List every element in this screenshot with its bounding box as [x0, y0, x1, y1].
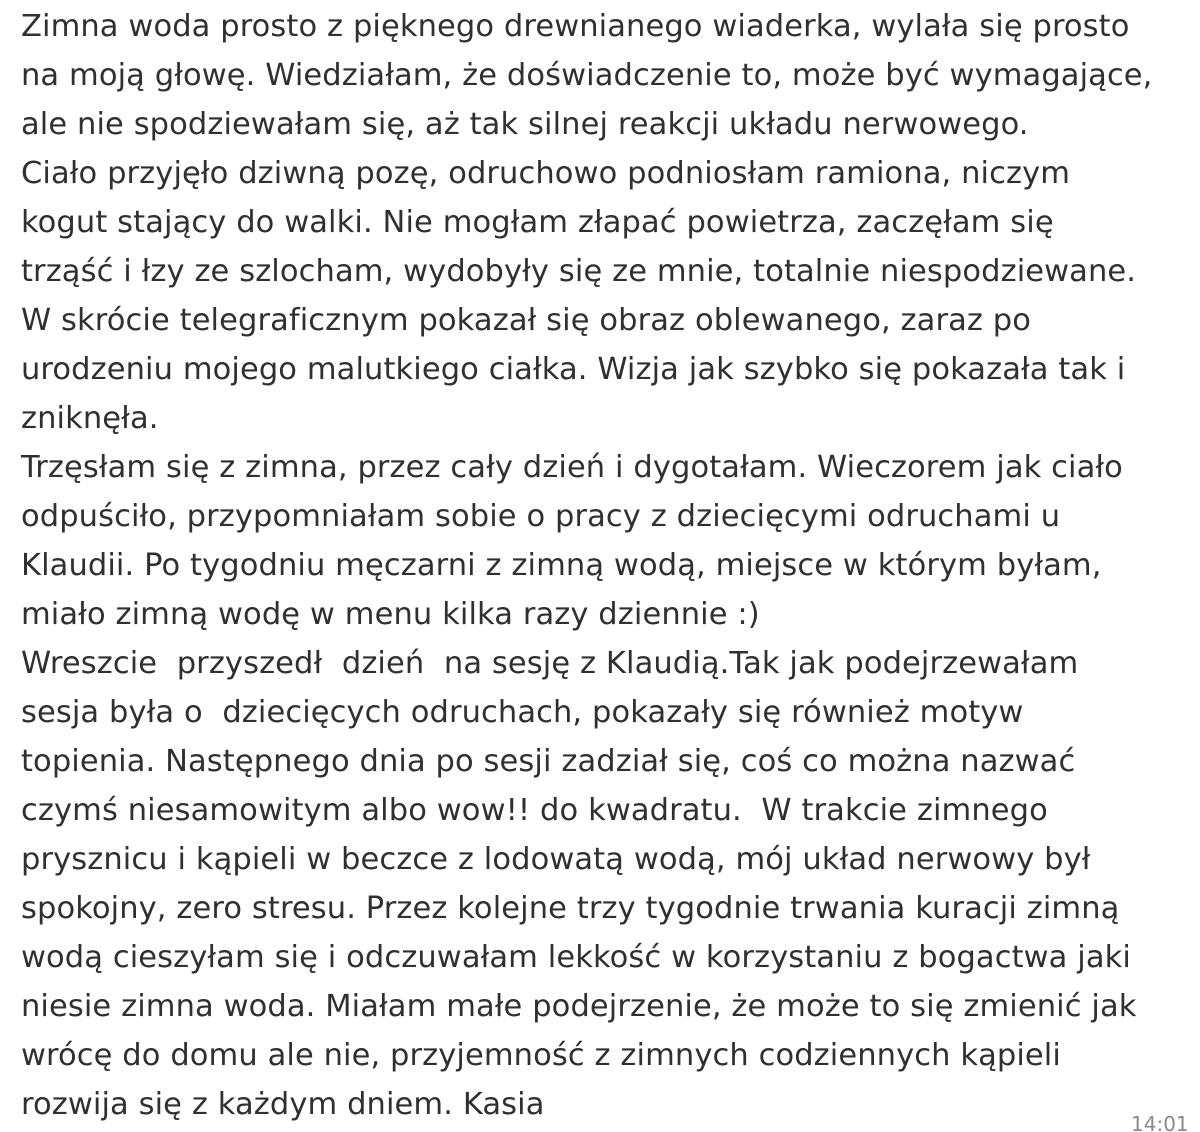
message-line: spokojny, zero stresu. Przez kolejne trzy tygodnie trwania kuracji zimną — [21, 891, 1120, 926]
message-line: trząść i łzy ze szlocham, wydobyły się ze mnie, totalnie niespodziewane. — [21, 254, 1137, 289]
message-line: Zimna woda prosto z pięknego drewnianego wiaderka, wylała się prosto — [21, 9, 1130, 44]
message-timestamp: 14:01 — [1131, 1112, 1189, 1132]
message-line: wodą cieszyłam się i odczuwałam lekkość w korzystaniu z bogactwa jaki — [21, 940, 1131, 975]
message-line: Trzęsłam się z zimna, przez cały dzień i dygotałam. Wieczorem jak ciało — [21, 450, 1123, 485]
message-line: prysznicu i kąpieli w beczce z lodowatą wodą, mój układ nerwowy był — [21, 842, 1091, 877]
message-line: zniknęła. — [21, 401, 159, 436]
message-line: topienia. Następnego dnia po sesji zadział się, coś co można nazwać — [21, 744, 1076, 779]
message-line: wrócę do domu ale nie, przyjemność z zimnych codziennych kąpieli — [21, 1038, 1061, 1073]
message-line: miało zimną wodę w menu kilka razy dziennie :) — [21, 597, 760, 632]
message-line: kogut stający do walki. Nie mogłam złapać powietrza, zaczęłam się — [21, 205, 1054, 240]
message-line: Ciało przyjęło dziwną pozę, odruchowo podniosłam ramiona, niczym — [21, 156, 1071, 191]
message-line: odpuściło, przypomniałam sobie o pracy z dziecięcymi odruchami u — [21, 499, 1061, 534]
message-text — [21, 8, 1199, 1132]
message-line: czymś niesamowitym albo wow!! do kwadratu. W trakcie zimnego — [21, 793, 1048, 828]
message-line: na moją głowę. Wiedziałam, że doświadczenie to, może być wymagające, — [21, 58, 1153, 93]
message-line: W skrócie telegraficznym pokazał się obraz oblewanego, zaraz po — [21, 303, 1031, 338]
message-line: ale nie spodziewałam się, aż tak silnej reakcji układu nerwowego. — [21, 107, 1029, 142]
message-line: Wreszcie przyszedł dzień na sesję z Klaudią.Tak jak podejrzewałam — [21, 646, 1079, 681]
message-line: niesie zimna woda. Miałam małe podejrzenie, że może to się zmienić jak — [21, 989, 1137, 1024]
message-line: Klaudii. Po tygodniu męczarni z zimną wodą, miejsce w którym byłam, — [21, 548, 1102, 583]
message-line: urodzeniu mojego malutkiego ciałka. Wizja jak szybko się pokazała tak i — [21, 352, 1126, 387]
message-line: rozwija się z każdym dniem. Kasia — [21, 1087, 545, 1122]
message-line: sesja była o dziecięcych odruchach, pokazały się również motyw — [21, 695, 1024, 730]
